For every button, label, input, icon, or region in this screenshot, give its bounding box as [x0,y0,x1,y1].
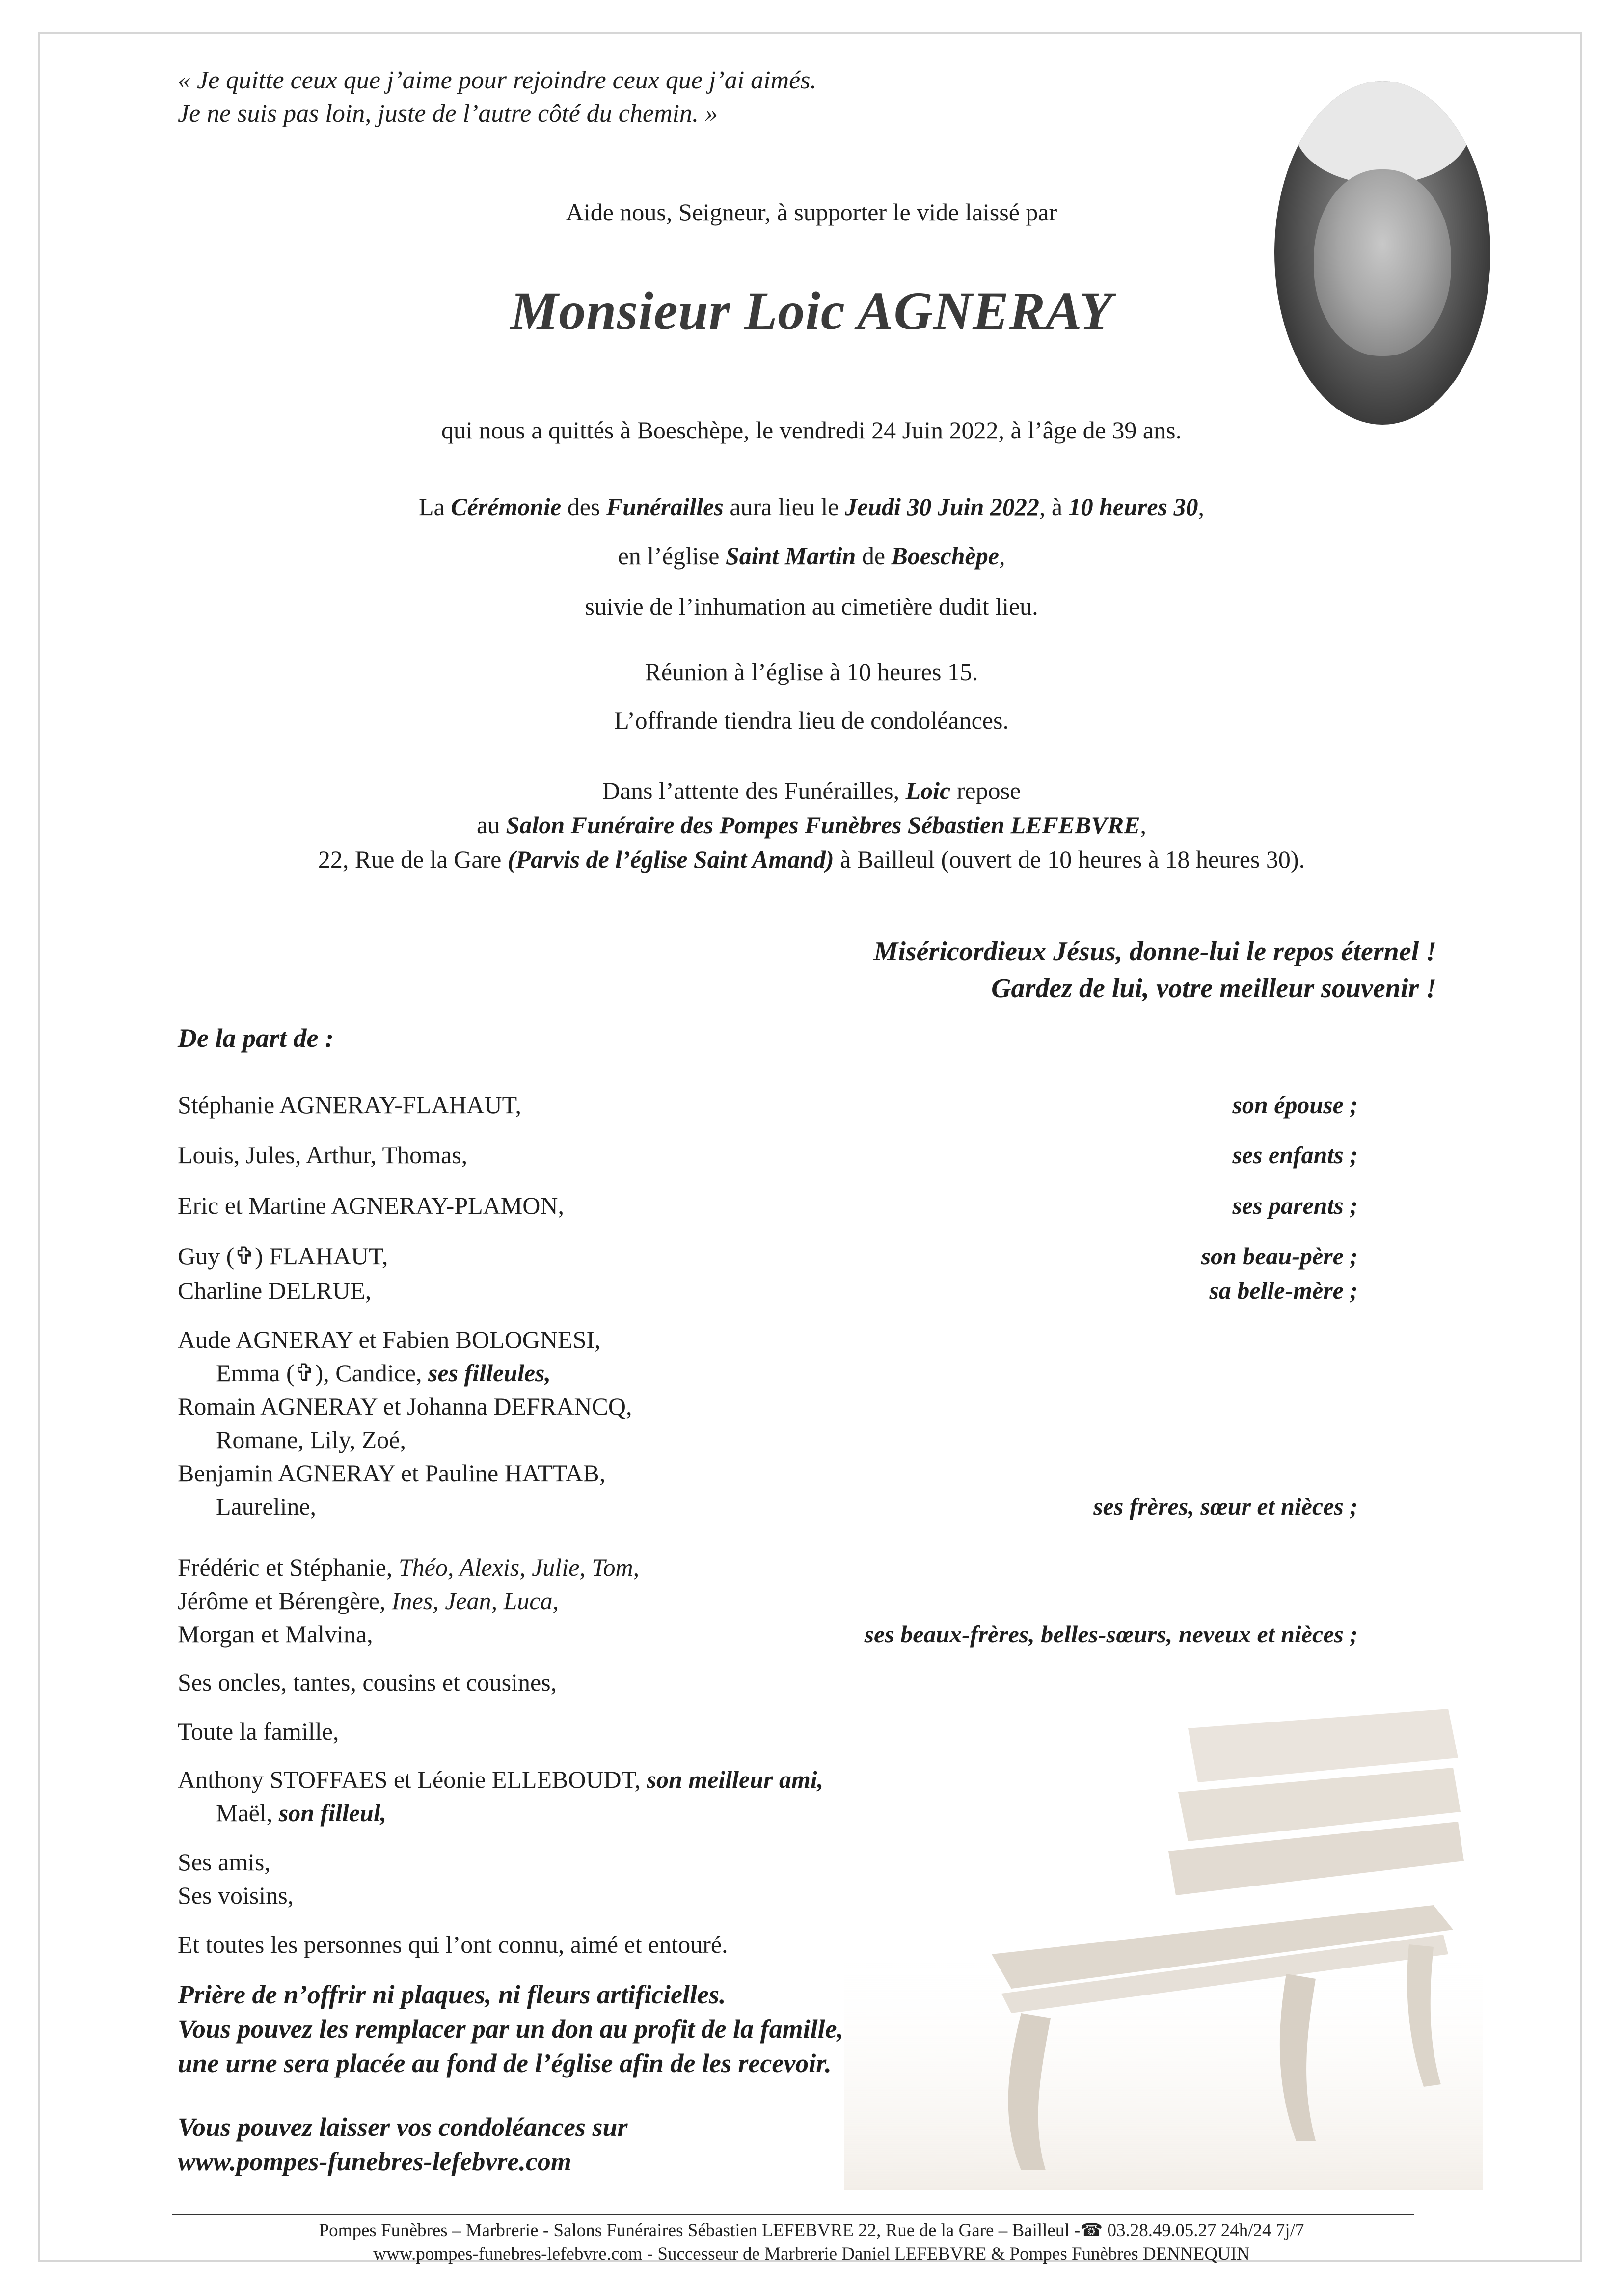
relation-parents: ses parents ; [1232,1192,1358,1219]
family-names: Jérôme et Bérengère, [178,1587,392,1614]
family-children-names: Ines, Jean, Luca, [391,1587,559,1614]
repose-text: à Bailleul (ouvert de 10 heures à 18 heures 30). [834,846,1305,873]
ceremony-line-1 [0,492,1623,521]
family-sibling-3-children: Laureline, [216,1493,317,1520]
family-best-friend [178,1765,823,1794]
notice-line-1: Prière de n’offrir ni plaques, ni fleurs artificielles. [178,1980,726,2009]
offrande-text: L’offrande tiendra lieu de condoléances. [614,707,1009,734]
salon-name: Salon Funéraire des Pompes Funèbres Sébastien LEFEBVRE [506,811,1140,839]
family-all: Toute la famille, [178,1718,339,1745]
family-neighbours: Ses voisins, [178,1882,294,1909]
family-sibling-2: Romain AGNERAY et Johanna DEFRANCQ, [178,1393,632,1420]
repose-text: 22, Rue de la Gare [318,846,508,873]
family-sibling-1-children [216,1358,551,1388]
family-in-law-1 [178,1553,639,1582]
family-mother-in-law: Charline DELRUE, [178,1277,372,1304]
ceremony-text: aura lieu le [723,493,845,520]
de-la-part-heading: De la part de : [178,1023,334,1053]
prayer-line-2: Gardez de lui, votre meilleur souvenir ! [991,973,1436,1004]
repose-line-2 [0,810,1623,840]
parvis-text: (Parvis de l’église Saint Amand) [507,846,834,873]
town-name: Boeschèpe [891,542,999,570]
deceased-name: Monsieur Loic AGNERAY [510,281,1113,341]
bench-illustration [844,1699,1483,2190]
family-relation: son filleul, [278,1799,387,1827]
intro-text: Aide nous, Seigneur, à supporter le vide laissé par [566,198,1057,226]
ceremony-text: en l’église [618,542,726,570]
family-children: Louis, Jules, Arthur, Thomas, [178,1141,468,1169]
family-sibling-1: Aude AGNERAY et Fabien BOLOGNESI, [178,1326,601,1353]
ceremony-line-2 [0,541,1623,571]
notice-line-3: une urne sera placée au fond de l’église afin de les recevoir. [178,2049,832,2078]
ceremony-text: La [419,493,451,520]
repose-line-1 [0,776,1623,805]
family-in-law-3: Morgan et Malvina, [178,1620,373,1648]
family-sibling-2-children: Romane, Lily, Zoé, [216,1426,406,1453]
relation-in-laws: ses beaux-frères, belles-sœurs, neveux et nièces ; [864,1620,1358,1648]
family-extended: Ses oncles, tantes, cousins et cousines, [178,1668,557,1696]
footer-line-1: Pompes Funèbres – Marbrerie - Salons Funéraires Sébastien LEFEBVRE 22, Rue de la Gare – Bailleul -☎ 03.28.49.05.27 24h/24 7j/7 [319,2220,1304,2241]
ceremony-line-3: suivie de l’inhumation au cimetière dudit lieu. [585,593,1038,620]
family-names: Maël, [216,1799,279,1827]
ceremony-text: , à [1039,493,1069,520]
photo-cap [1294,81,1471,184]
church-name: Saint Martin [725,542,856,570]
family-everyone: Et toutes les personnes qui l’ont connu, aimé et entouré. [178,1931,728,1958]
relation-father-in-law: son beau-père ; [1201,1242,1358,1270]
ceremony-text: , [1198,493,1204,520]
family-parents: Eric et Martine AGNERAY-PLAMON, [178,1192,564,1219]
family-names: Emma (✞), Candice, [216,1359,429,1387]
prayer-line-1: Miséricordieux Jésus, donne-lui le repos éternel ! [873,936,1436,967]
condolences-link[interactable]: www.pompes-funebres-lefebvre.com [178,2147,571,2176]
condolences-line-1: Vous pouvez laisser vos condoléances sur [178,2112,628,2142]
quote-line-1: « Je quitte ceux que j’aime pour rejoindre ceux que j’ai aimés. [178,66,817,94]
deceased-photo [1274,81,1490,425]
notice-line-2: Vous pouvez les remplacer par un don au profit de la famille, [178,2014,844,2044]
repose-text: Dans l’attente des Funérailles, [602,777,906,804]
reunion-text: Réunion à l’église à 10 heures 15. [645,658,978,685]
family-children-names: Théo, Alexis, Julie, Tom, [398,1554,640,1581]
family-spouse: Stéphanie AGNERAY-FLAHAUT, [178,1091,521,1119]
quote-line-2: Je ne suis pas loin, juste de l’autre côté du chemin. » [178,100,718,128]
family-names: Frédéric et Stéphanie, [178,1554,399,1581]
repose-text: repose [950,777,1021,804]
family-godson [216,1798,386,1828]
ceremony-text: de [856,542,892,570]
relation-spouse: son épouse ; [1232,1091,1358,1119]
family-in-law-2 [178,1586,559,1615]
footer-divider [172,2214,1414,2215]
family-relation: son meilleur ami, [647,1766,824,1793]
ceremony-time: 10 heures 30 [1068,493,1198,520]
family-sibling-3: Benjamin AGNERAY et Pauline HATTAB, [178,1459,606,1487]
footer-line-2: www.pompes-funebres-lefebvre.com - Successeur de Marbrerie Daniel LEFEBVRE & Pompes Funèbres DENNEQUIN [373,2244,1250,2264]
death-text: qui nous a quittés à Boeschèpe, le vendredi 24 Juin 2022, à l’âge de 39 ans. [441,416,1182,444]
ceremony-text: des [561,493,606,520]
family-friends: Ses amis, [178,1848,270,1876]
ceremony-word: Cérémonie [451,493,562,520]
family-father-in-law: Guy (✞) FLAHAUT, [178,1242,388,1270]
relation-siblings: ses frères, sœur et nièces ; [1093,1493,1358,1520]
repose-line-3 [0,845,1623,874]
ceremony-date: Jeudi 30 Juin 2022 [844,493,1039,520]
relation-children: ses enfants ; [1232,1141,1358,1169]
family-relation: ses filleules, [428,1359,551,1387]
ceremony-text: , [999,542,1005,570]
relation-mother-in-law: sa belle-mère ; [1209,1277,1358,1304]
funerailles-word: Funérailles [606,493,724,520]
repose-text: au [476,811,506,839]
family-names: Anthony STOFFAES et Léonie ELLEBOUDT, [178,1766,647,1793]
quote [178,64,817,131]
first-name: Loic [905,777,951,804]
repose-text: , [1140,811,1147,839]
